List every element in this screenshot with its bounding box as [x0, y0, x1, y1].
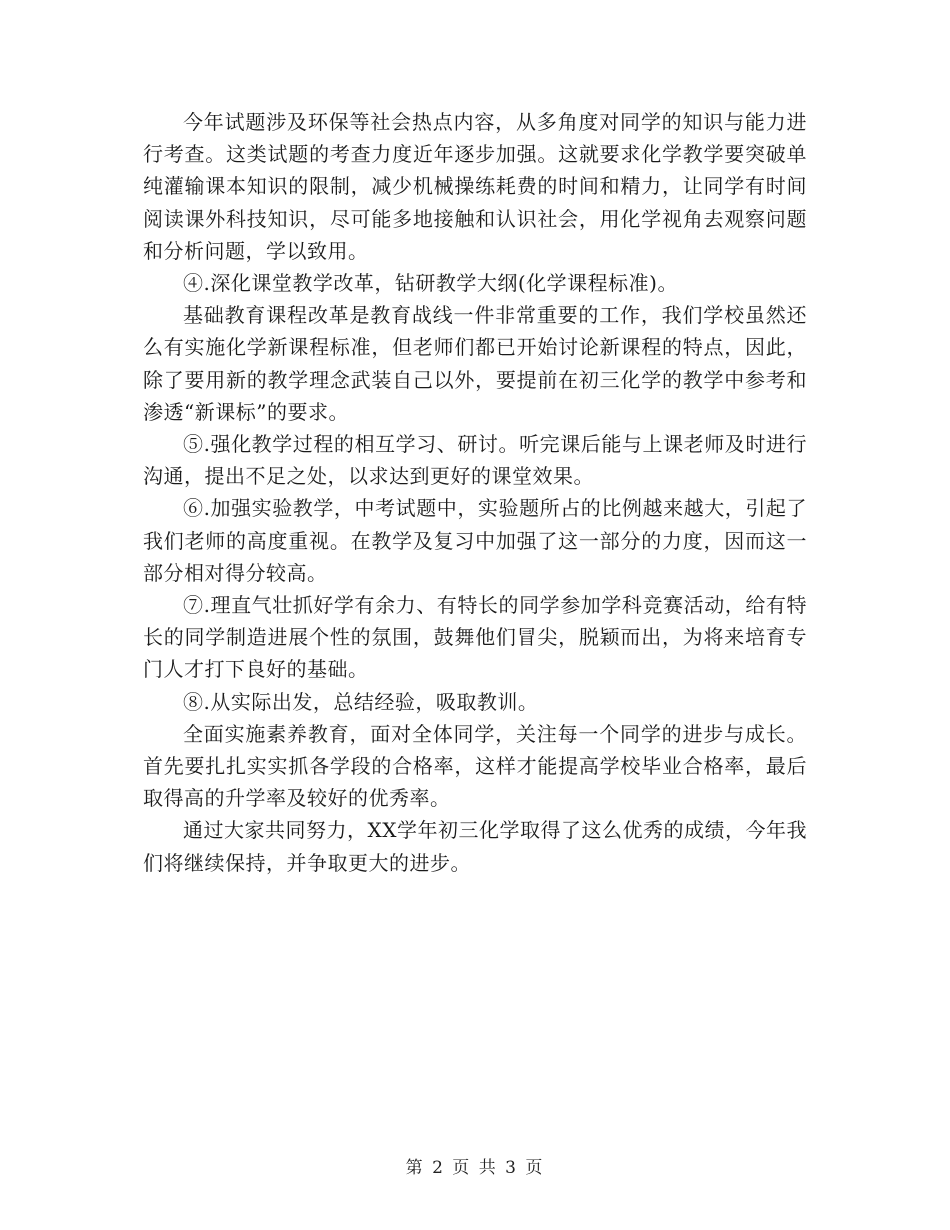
paragraph-environmental-topics: 今年试题涉及环保等社会热点内容，从多角度对同学的知识与能力进行考查。这类试题的考查力度近年逐步加强。这就要求化学教学要突破单纯灌输课本知识的限制，减少机械操练耗费的时间和精力，让同学有时间阅读课外科技知识，尽可能多地接触和认识社会，用化学视角去观察问题和分析问题，学以致用。 — [143, 110, 807, 263]
paragraph-item-6: ⑥.加强实验教学，中考试题中，实验题所占的比例越来越大，引起了我们老师的高度重视。在教学及复习中加强了这一部分的力度，因而这一部分相对得分较高。 — [143, 496, 807, 585]
page-number-footer: 第 2 页 共 3 页 — [405, 1158, 545, 1178]
document-body — [143, 106, 807, 879]
paragraph-item-8-heading: ⑧.从实际出发，总结经验，吸取教训。 — [183, 689, 539, 714]
paragraph-conclusion: 通过大家共同努力，XX学年初三化学取得了这么优秀的成绩，今年我们将继续保持，并争取更大的进步。 — [143, 818, 807, 875]
paragraph-item-4-heading: ④.深化课堂教学改革，钻研教学大纲(化学课程标准)。 — [183, 271, 678, 296]
paragraph-item-5: ⑤.强化教学过程的相互学习、研讨。听完课后能与上课老师及时进行沟通，提出不足之处，以求达到更好的课堂效果。 — [143, 432, 807, 489]
paragraph-curriculum-reform: 基础教育课程改革是教育战线一件非常重要的工作，我们学校虽然还么有实施化学新课程标准，但老师们都已开始讨论新课程的特点，因此，除了要用新的教学理念武装自己以外，要提前在初三化学的教学中参考和渗透“新课标”的要求。 — [143, 303, 807, 424]
paragraph-item-7: ⑦.理直气壮抓好学有余力、有特长的同学参加学科竞赛活动，给有特长的同学制造进展个性的氛围，鼓舞他们冒尖，脱颖而出，为将来培育专门人才打下良好的基础。 — [143, 593, 807, 682]
paragraph-quality-education: 全面实施素养教育，面对全体同学，关注每一个同学的进步与成长。首先要扎扎实实抓各学段的合格率，这样才能提高学校毕业合格率，最后取得高的升学率及较好的优秀率。 — [143, 721, 807, 811]
